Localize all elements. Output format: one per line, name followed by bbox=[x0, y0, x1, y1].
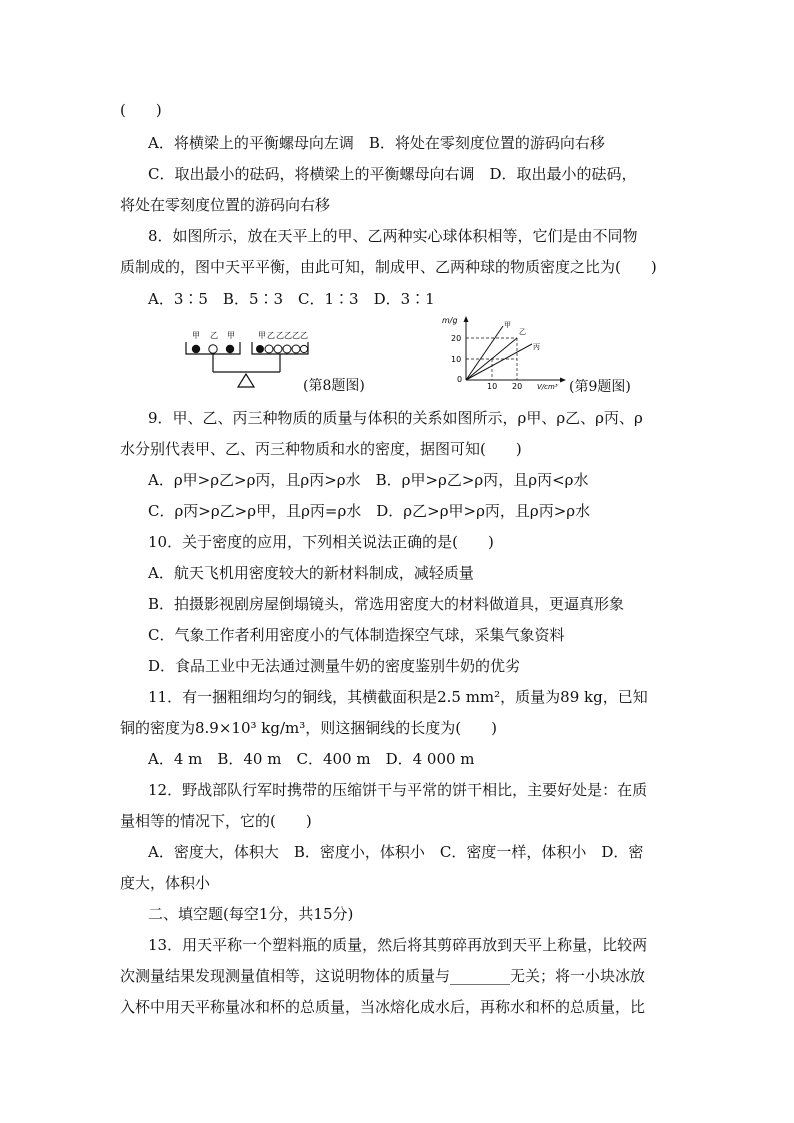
text-line: 8．如图所示，放在天平上的甲、乙两种实心球体积相等，它们是由不同物 bbox=[148, 227, 638, 245]
ball-label: 乙 bbox=[284, 331, 292, 340]
text-line: 量相等的情况下，它的( ) bbox=[120, 812, 312, 830]
text-line: C．取出最小的砝码，将横梁上的平衡螺母向右调 D．取出最小的砝码， bbox=[148, 165, 637, 183]
text-line: 度大，体积小 bbox=[120, 874, 211, 892]
series-label: 丙 bbox=[533, 343, 540, 351]
text-line: A．密度大，体积大 B．密度小，体积小 C．密度一样，体积小 D．密 bbox=[148, 843, 644, 861]
text-line: C．ρ丙>ρ乙>ρ甲，且ρ丙=ρ水 D．ρ乙>ρ甲>ρ丙，且ρ丙>ρ水 bbox=[148, 502, 591, 520]
text-line: B．拍摄影视剧房屋倒塌镜头，常选用密度大的材料做道具，更逼真形象 bbox=[148, 595, 625, 613]
ball-label: 乙 bbox=[292, 331, 300, 340]
x-axis-label: V/cm³ bbox=[537, 383, 558, 391]
y-axis-label: m/g bbox=[442, 316, 458, 325]
ball-label: 甲 bbox=[227, 331, 235, 340]
ball-label: 甲 bbox=[258, 331, 266, 340]
figure-8-balance bbox=[180, 330, 400, 396]
text-line: A．ρ甲>ρ乙>ρ丙，且ρ丙>ρ水 B．ρ甲>ρ乙>ρ丙，且ρ丙<ρ水 bbox=[148, 471, 589, 489]
ball-label: 乙 bbox=[267, 331, 275, 340]
text-line: 12．野战部队行军时携带的压缩饼干与平常的饼干相比，主要好处是：在质 bbox=[148, 781, 648, 799]
text-line: ( ) bbox=[120, 101, 162, 119]
text-line: 10．关于密度的应用，下列相关说法正确的是( ) bbox=[148, 533, 494, 551]
figure-9-graph bbox=[440, 312, 660, 398]
fulcrum bbox=[238, 374, 254, 387]
text-line: 13．用天平称一个塑料瓶的质量，然后将其剪碎再放到天平上称量，比较两 bbox=[148, 936, 648, 954]
text-line: 11．有一捆粗细均匀的铜线，其横截面积是2.5 mm²，质量为89 kg，已知 bbox=[148, 688, 648, 706]
line-jia bbox=[466, 326, 503, 380]
text-line: 次测量结果发现测量值相等，这说明物体的质量与________无关；将一小块冰放 bbox=[120, 967, 646, 985]
text-line: A．4 m B．40 m C．400 m D．4 000 m bbox=[148, 750, 475, 768]
tick-label: 10 bbox=[451, 355, 462, 364]
text-line: C．气象工作者利用密度小的气体制造探空气球，采集气象资料 bbox=[148, 626, 565, 644]
ball-label: 乙 bbox=[300, 331, 308, 340]
mass-volume-graph bbox=[440, 312, 570, 392]
figure-8-caption: (第8题图) bbox=[303, 378, 365, 394]
text-line: 将处在零刻度位置的游码向右移 bbox=[120, 196, 331, 214]
text-line: 水分别代表甲、乙、丙三种物质和水的密度，据图可知( ) bbox=[120, 440, 522, 458]
ball-jia bbox=[256, 345, 264, 353]
section-heading: 二、填空题(每空1分，共15分) bbox=[148, 905, 354, 923]
text-line: A．将横梁上的平衡螺母向左调 B．将处在零刻度位置的游码向右移 bbox=[148, 134, 605, 152]
line-bing bbox=[466, 344, 532, 380]
ball-label: 甲 bbox=[192, 331, 200, 340]
text-line: D．食品工业中无法通过测量牛奶的密度鉴别牛奶的优劣 bbox=[148, 657, 521, 675]
ball-jia bbox=[226, 345, 234, 353]
ball-yi bbox=[265, 345, 273, 353]
text-line: A．航天飞机用密度较大的新材料制成，减轻质量 bbox=[148, 564, 474, 582]
series-label: 乙 bbox=[519, 328, 526, 336]
ball-yi bbox=[209, 345, 217, 353]
text-line: 铜的密度为8.9×10³ kg/m³，则这捆铜线的长度为( ) bbox=[120, 719, 497, 737]
figure-9-caption: (第9题图) bbox=[569, 379, 631, 395]
text-line: A．3∶5 B．5∶3 C．1∶3 D．3∶1 bbox=[148, 290, 435, 308]
ball-yi bbox=[300, 345, 307, 352]
tick-label: 20 bbox=[512, 382, 523, 391]
balance-diagram bbox=[180, 330, 310, 392]
ball-label: 乙 bbox=[276, 331, 284, 340]
ball-yi bbox=[274, 345, 282, 353]
tick-label: 10 bbox=[487, 382, 498, 391]
text-line: 入杯中用天平称量冰和杯的总质量，当冰熔化成水后，再称水和杯的总质量，比 bbox=[120, 998, 646, 1016]
ball-yi bbox=[292, 345, 300, 353]
text-line: 质制成的，图中天平平衡，由此可知，制成甲、乙两种球的物质密度之比为( ) bbox=[120, 258, 657, 276]
origin-label: 0 bbox=[457, 375, 463, 384]
y-axis-arrow bbox=[464, 316, 469, 322]
ball-jia bbox=[192, 345, 200, 353]
ball-label: 乙 bbox=[210, 331, 218, 340]
x-axis-arrow bbox=[560, 378, 566, 383]
text-line: 9．甲、乙、丙三种物质的质量与体积的关系如图所示，ρ甲、ρ乙、ρ丙、ρ bbox=[148, 409, 643, 427]
series-label: 甲 bbox=[504, 321, 511, 329]
ball-yi bbox=[283, 345, 291, 353]
tick-label: 20 bbox=[451, 334, 462, 343]
